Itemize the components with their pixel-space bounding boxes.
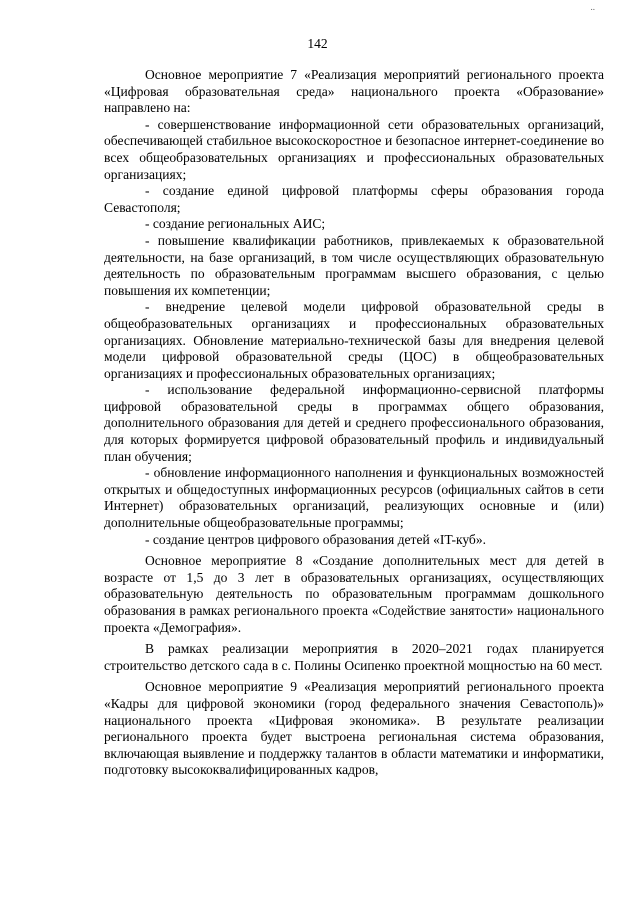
list-item: - внедрение целевой модели цифровой образовательной среды в общеобразовательных организациях и профессиональных образовательных организациях. Обновление материально-технической базы для внедрения целевой модели цифровой образовательной среды (ЦОС) в общеобразовательных организациях и профессиональных образовательных организациях; (104, 299, 604, 381)
list-item: - совершенствование информационной сети образовательных организаций, обеспечивающей стабильное высокоскоростное и безопасное интернет-соединение во всех общеобразовательных организациях и профессиональных образовательных организациях; (104, 116, 604, 182)
list-item: - обновление информационного наполнения и функциональных возможностей открытых и общедоступных информационных ресурсов (официальных сайтов в сети Интернет) образовательных организаций, реализующих основные и (или) дополнительные общеобразовательные программы; (104, 465, 604, 531)
list-item: - создание единой цифровой платформы сферы образования города Севастополя; (104, 183, 604, 215)
paragraph: В рамках реализации мероприятия в 2020–2021 годах планируется строительство детского сада в с. Полины Осипенко проектной мощностью на 60 мест. (104, 641, 604, 673)
list-item: - создание центров цифрового образования детей «IT-куб». (145, 531, 486, 547)
list-item: - повышение квалификации работников, привлекаемых к образовательной деятельности, на базе организаций, в том числе осуществляющих образовательную деятельность по образовательным программам высшего образования, с целью повышения их компетенции; (104, 232, 604, 298)
page-body (104, 67, 604, 779)
paragraph: Основное мероприятие 8 «Создание дополнительных мест для детей в возрасте от 1,5 до 3 лет в образовательных организациях, осуществляющих образовательную деятельность по образовательным программам дошкольного образования в рамках регионального проекта «Содействие занятости» национального проекта «Демография». (104, 553, 604, 635)
page-number: 142 (307, 36, 328, 51)
corner-mark: .. (590, 2, 595, 12)
paragraph: Основное мероприятие 9 «Реализация мероприятий регионального проекта «Кадры для цифровой экономики (город федерального значения Севастополь)» национального проекта «Цифровая экономика». В результате реализации регионального проекта будет выстроена региональная система образования, включающая выявление и поддержку талантов в области математики и информатики, подготовку высококвалифицированных кадров, (104, 679, 604, 778)
paragraph: Основное мероприятие 7 «Реализация мероприятий регионального проекта «Цифровая образовательная среда» национального проекта «Образование» направлено на: (104, 67, 604, 116)
list-item: - использование федеральной информационно-сервисной платформы цифровой образовательной среды в программах общего образования, дополнительного образования для детей и среднего профессионального образования, для которых формируется цифровой образовательный профиль и индивидуальный план обучения; (104, 382, 604, 464)
list-item: - создание региональных АИС; (145, 216, 326, 232)
